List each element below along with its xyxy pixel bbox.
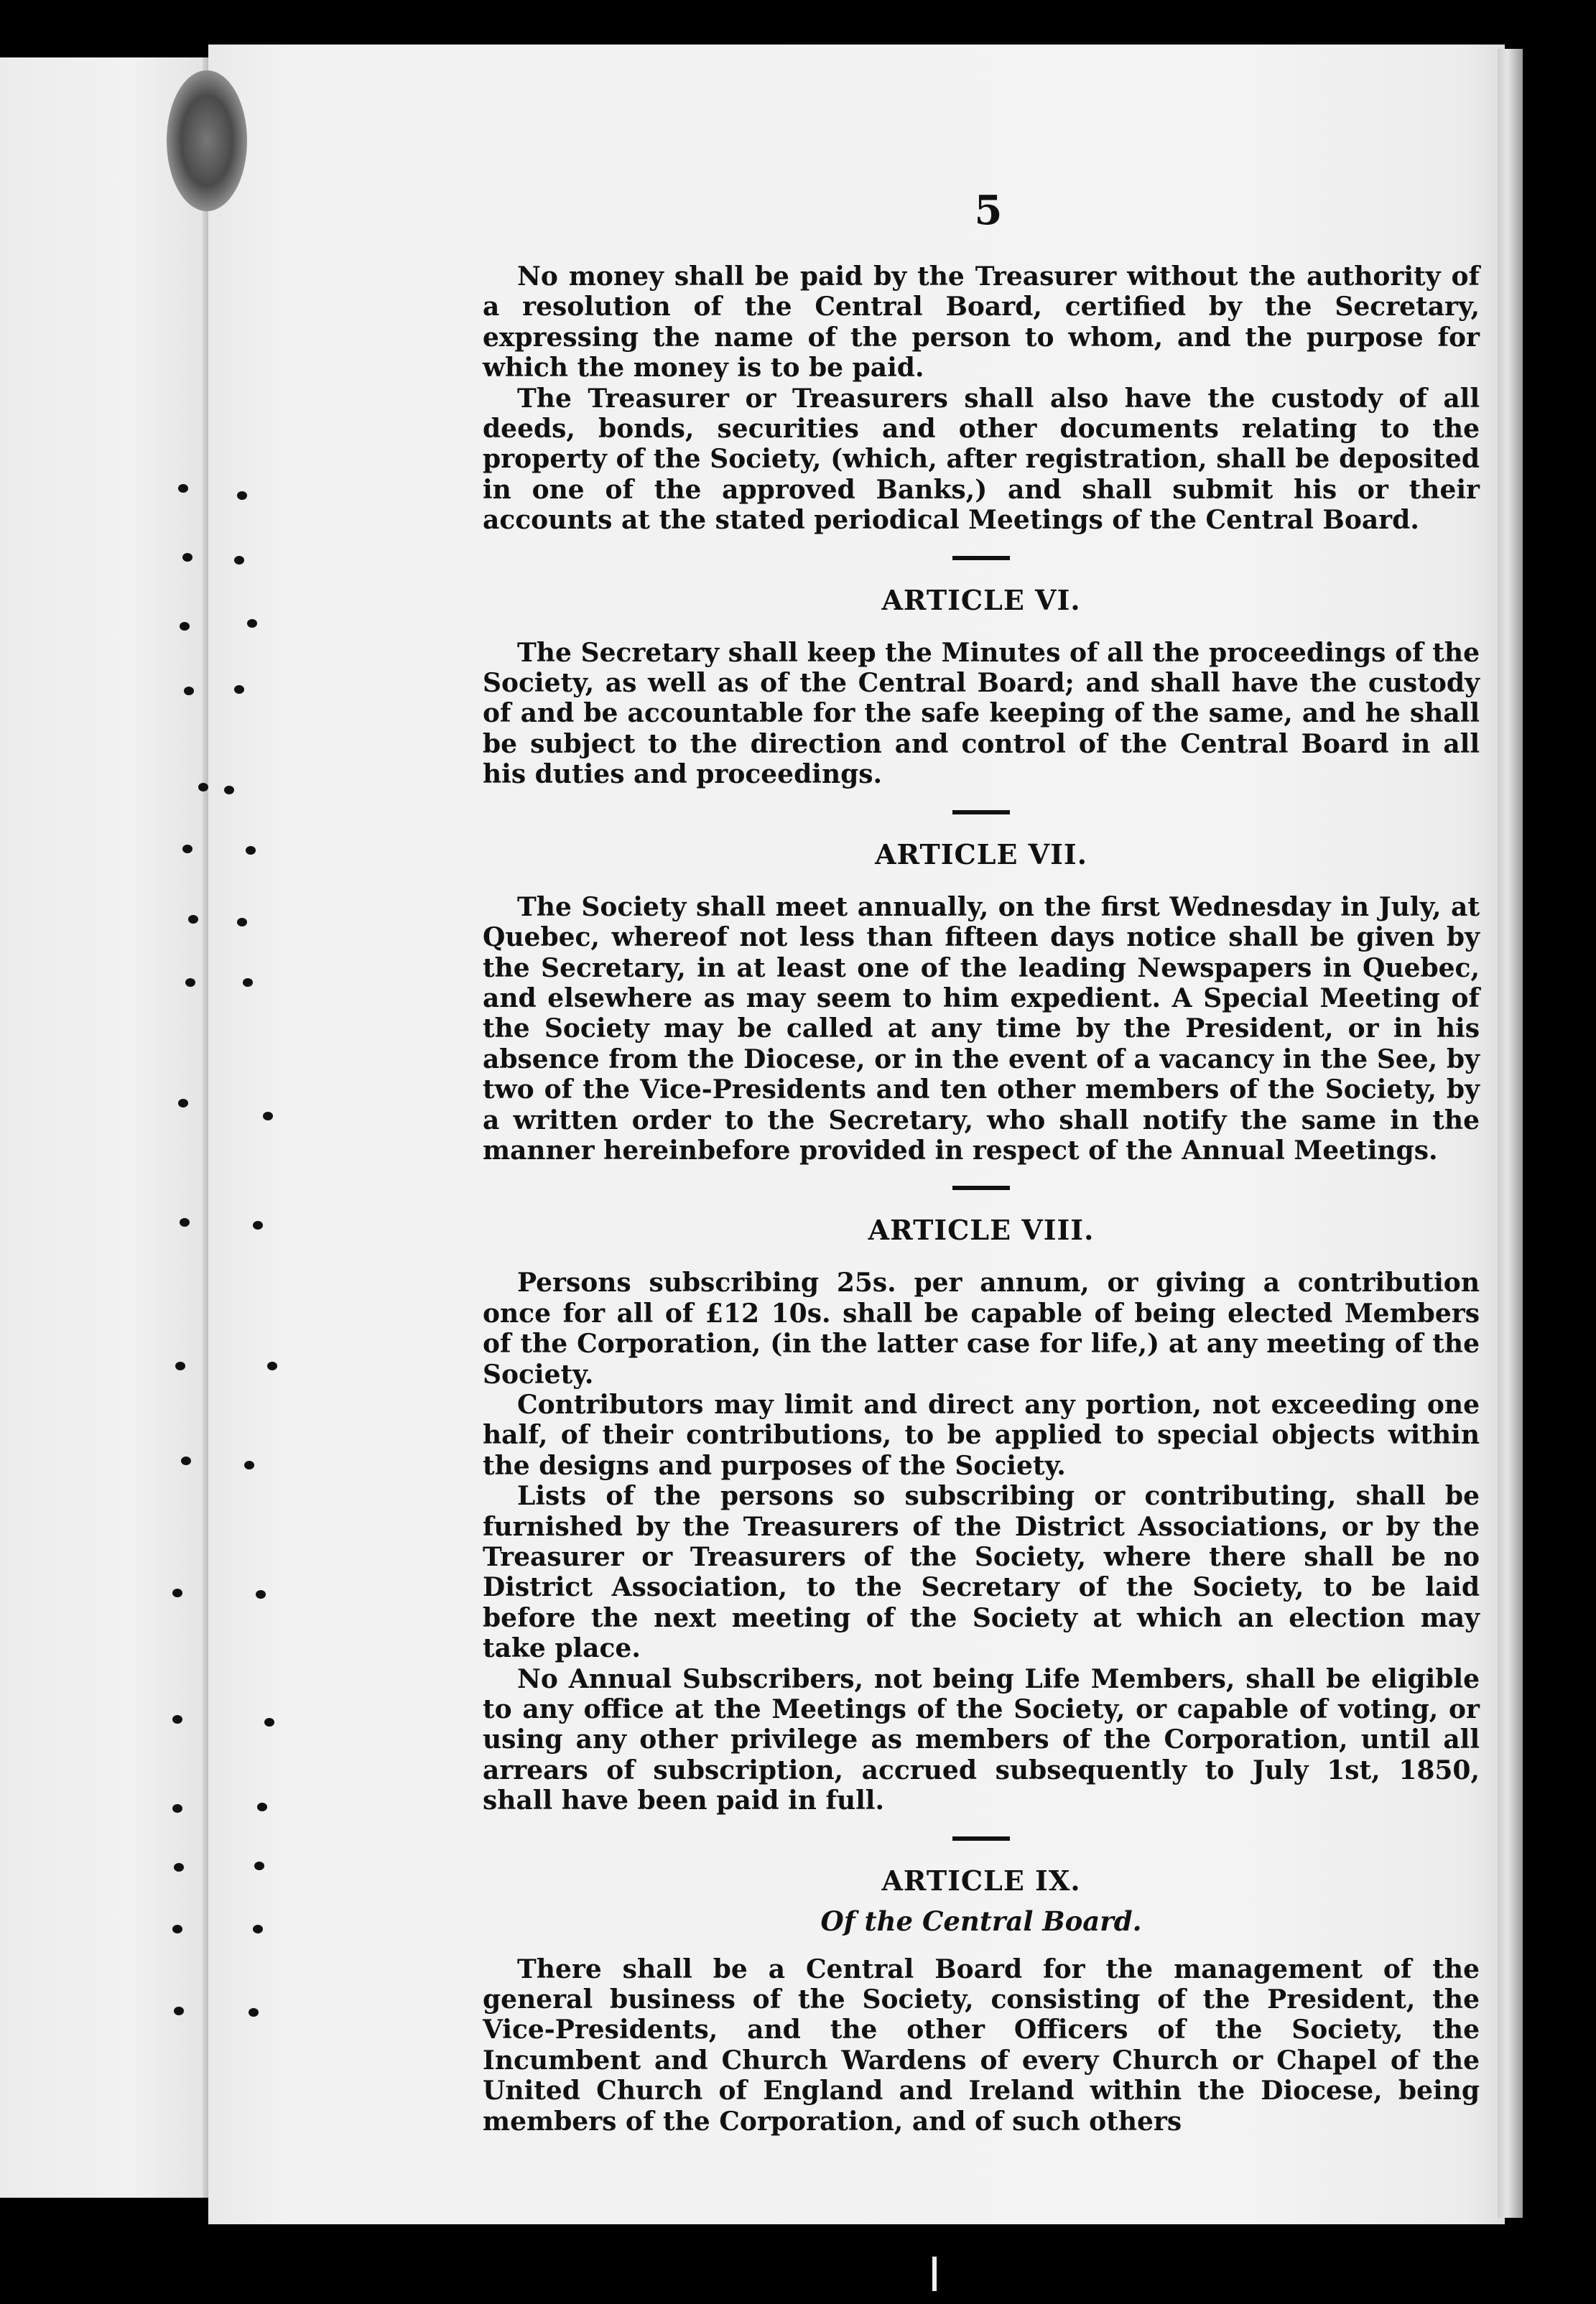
stitch-mark	[256, 1590, 266, 1599]
page-text	[483, 188, 1480, 2137]
stitch-mark	[243, 978, 253, 987]
section-divider	[952, 1836, 1010, 1841]
stitch-mark	[172, 1925, 182, 1933]
stitch-mark	[263, 1112, 273, 1120]
stitch-mark	[178, 1099, 188, 1107]
stitch-mark	[234, 556, 244, 565]
stitch-mark	[253, 1925, 263, 1933]
stitch-mark	[184, 687, 194, 695]
paragraph: There shall be a Central Board for the management of the general business of the Society, consisting of the President, the Vice-Presidents, and the other Officers of the Society, the Incumbent and Church Wardens of every Church or Chapel of the United Church of England and Ireland within the Diocese, being members of the Corporation, and of such others	[483, 1954, 1480, 2137]
stitch-mark	[188, 915, 198, 924]
facing-page-shadow	[203, 57, 208, 2198]
page-number: 5	[974, 187, 1003, 234]
stitch-mark	[182, 845, 192, 853]
article-ix	[483, 1865, 1480, 2137]
stitch-mark	[180, 622, 190, 631]
stitch-mark	[247, 619, 257, 628]
paragraph: No money shall be paid by the Treasurer without the authority of a resolution of the Central Board, certified by the Secretary, expressing the name of the person to whom, and the purpose for which the money is to be paid.	[483, 261, 1480, 384]
stitch-mark	[267, 1362, 277, 1370]
paragraph: Lists of the persons so subscribing or contributing, shall be furnished by the Treasurers of the District Associations, or by the Treasurer or Treasurers of the Society, where there shall be no District Association, to the Secretary of the Society, to be laid before the next meeting of the Society at which an election may take place.	[483, 1481, 1480, 1664]
article-vii	[483, 839, 1480, 1166]
stitch-mark	[257, 1803, 267, 1811]
paragraph: Contributors may limit and direct any portion, not exceeding one half, of their contributions, to be applied to special objects within the designs and purposes of the Society.	[483, 1389, 1480, 1481]
stitch-mark	[172, 1589, 182, 1597]
article-subheading: Of the Central Board.	[820, 1905, 1142, 1937]
paragraph: Persons subscribing 25s. per annum, or giving a contribution once for all of £12 10s. shall be capable of being elected Members of the Corporation, (in the latter case for life,) at any meeting of the Society.	[483, 1268, 1480, 1390]
intro-section	[483, 261, 1480, 536]
paragraph: The Treasurer or Treasurers shall also have the custody of all deeds, bonds, securities and other documents relating to the property of the Society, (which, after registration, shall be deposited in one of the approved Banks,) and shall submit his or their accounts at the stated periodical Meetings of the Central Board.	[483, 383, 1480, 536]
article-heading: ARTICLE VIII.	[868, 1214, 1095, 1247]
stitch-mark	[178, 484, 188, 493]
stitch-mark	[172, 1715, 182, 1724]
article-heading: ARTICLE IX.	[881, 1864, 1081, 1897]
section-divider	[952, 1186, 1010, 1190]
stitch-mark	[237, 918, 247, 926]
section-divider	[952, 556, 1010, 560]
stitch-mark	[198, 783, 208, 791]
stitch-mark	[254, 1862, 264, 1870]
section-divider	[952, 810, 1010, 814]
stitch-mark	[174, 1863, 184, 1872]
facing-page-edge	[0, 57, 215, 2198]
stitch-mark	[174, 2007, 184, 2015]
stitch-mark	[224, 786, 234, 794]
stitch-mark	[175, 1362, 185, 1370]
stitch-mark	[249, 2008, 259, 2017]
paragraph: The Secretary shall keep the Minutes of all the proceedings of the Society, as well as of the Central Board; and shall have the custody of and be accountable for the safe keeping of the same, and he shall be subject to the direction and control of the Central Board in all his duties and proceedings.	[483, 637, 1480, 790]
paragraph: No Annual Subscribers, not being Life Members, shall be eligible to any office at the Meetings of the Society, or capable of voting, or using any other privilege as members of the Corporation, until all arrears of subscription, accrued subsequently to July 1st, 1850, shall have been paid in full.	[483, 1663, 1480, 1816]
stitch-mark	[172, 1804, 182, 1813]
stitch-mark	[246, 846, 256, 855]
stitch-mark	[244, 1461, 254, 1469]
article-viii	[483, 1214, 1480, 1816]
stitch-mark	[237, 491, 247, 500]
binding-hole	[167, 70, 247, 211]
stitch-mark	[253, 1221, 263, 1230]
page-right-edge	[1498, 49, 1523, 2218]
stitch-mark	[182, 553, 192, 562]
paragraph: The Society shall meet annually, on the first Wednesday in July, at Quebec, whereof not less than fifteen days notice shall be given by the Secretary, in at least one of the leading Newspapers in Quebec, and elsewhere as may seem to him expedient. A Special Meeting of the Society may be called at any time by the President, or in his absence from the Diocese, or in the event of a vacancy in the See, by two of the Vice-Presidents and ten other members of the Society, by a written order to the Secretary, who shall notify the same in the manner hereinbefore provided in respect of the Annual Meetings.	[483, 891, 1480, 1166]
article-vi	[483, 585, 1480, 790]
stitch-mark	[180, 1218, 190, 1227]
stitch-mark	[181, 1457, 191, 1465]
article-heading: ARTICLE VII.	[875, 837, 1087, 870]
stitch-mark	[264, 1718, 274, 1727]
stitch-mark	[234, 685, 244, 694]
page-bottom-mark	[932, 2257, 937, 2291]
article-heading: ARTICLE VI.	[881, 583, 1081, 616]
stitch-mark	[185, 978, 195, 987]
